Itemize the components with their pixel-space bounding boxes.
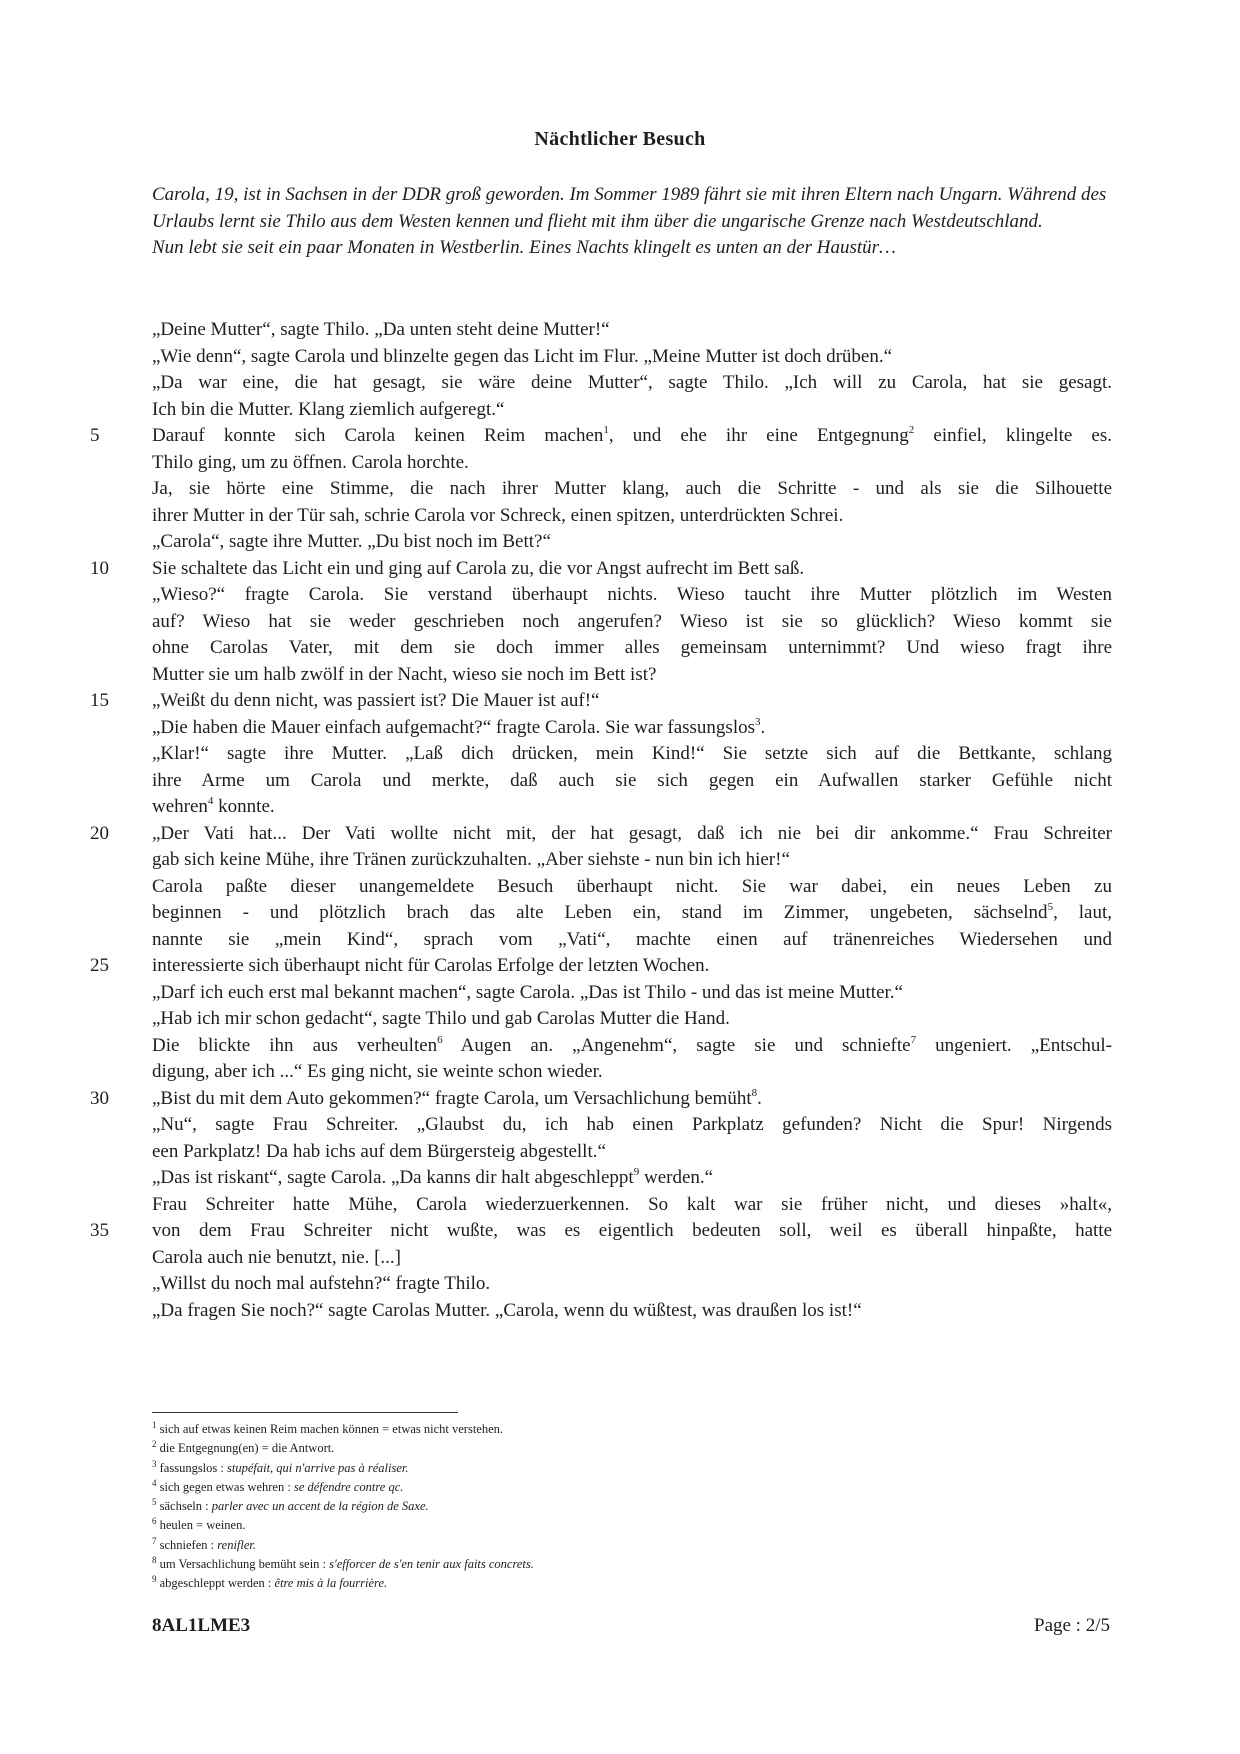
text-line [152, 635, 1112, 662]
line-text: Frau Schreiter hatte Mühe, Carola wiederzuerkennen. So kalt war sie früher nicht, und dieses »halt«, [152, 1193, 1112, 1215]
text-line [90, 1218, 1112, 1245]
line-text: „Willst du noch mal aufstehn?“ fragte Thilo. [152, 1273, 491, 1294]
footnotes [152, 1420, 852, 1594]
footnote-term: sächseln : [159, 1499, 212, 1514]
text-line [152, 1245, 1112, 1272]
line-text: „Hab ich mir schon gedacht“, sagte Thilo und gab Carolas Mutter die Hand. [152, 1008, 730, 1029]
footnote-ref: 4 [207, 795, 214, 807]
text-line [152, 662, 1112, 689]
line-text: „Klar!“ sagte ihre Mutter. „Laß dich drücken, mein Kind!“ Sie setzte sich auf die Bettkante, schlang [152, 743, 1112, 764]
text-line [152, 715, 1112, 742]
story-text [90, 317, 1113, 1324]
footnote-definition: s'efforcer de s'en tenir aux faits concrets. [329, 1557, 534, 1572]
footnote-number: 1 [152, 1420, 157, 1430]
line-text: einfiel, klingelte es. [914, 425, 1113, 446]
text-line [152, 874, 1112, 901]
document-code: 8AL1LME3 [152, 1615, 251, 1636]
text-line [152, 529, 1112, 556]
line-text: „Da war eine, die hat gesagt, sie wäre deine Mutter“, sagte Thilo. „Ich will zu Carola, hat sie gesagt. [152, 372, 1112, 393]
footnote [152, 1439, 852, 1458]
line-text: Darauf konnte sich Carola keinen Reim machen [152, 425, 604, 446]
intro-line-2: Nun lebt sie seit ein paar Monaten in Westberlin. Eines Nachts klingelt es unten an der Haustür… [152, 237, 896, 258]
text-line [90, 821, 1112, 848]
line-text: digung, aber ich ...“ Es ging nicht, sie weinte schon wieder. [152, 1061, 603, 1082]
footnote-term: sich gegen etwas wehren : [159, 1479, 294, 1494]
footnote [152, 1459, 852, 1478]
line-text: ungeniert. „Entschul- [916, 1034, 1112, 1056]
text-line [152, 794, 1112, 821]
text-line [90, 953, 1112, 980]
line-text: „Das ist riskant“, sagte Carola. „Da kanns dir halt abgeschleppt [152, 1167, 634, 1188]
line-text: „Bist du mit dem Auto gekommen?“ fragte Carola, um Versachlichung bemüht [152, 1087, 752, 1109]
line-text: ihre Arme um Carola und merkte, daß auch sie sich gegen ein Aufwallen starker Gefühle nicht [152, 769, 1112, 791]
line-text: werden.“ [639, 1167, 714, 1188]
footnote-term: um Versachlichung bemüht sein : [159, 1557, 330, 1572]
footnote-ref: 3 [755, 715, 761, 728]
line-text: nannte sie „mein Kind“, sprach vom „Vati“, machte einen auf tränenreiches Wiedersehen und [152, 928, 1112, 950]
footnote-ref: 1 [603, 424, 609, 436]
line-text: gab sich keine Mühe, ihre Tränen zurückzuhalten. „Aber siehste - nun bin ich hier!“ [152, 849, 790, 870]
line-text: ihrer Mutter in der Tür sah, schrie Carola vor Schreck, einen spitzen, unterdrückten Schrei. [152, 504, 844, 526]
text-line [152, 450, 1112, 477]
text-line [152, 344, 1112, 371]
line-text: beginnen - und plötzlich brach das alte Leben ein, stand im Zimmer, ungebeten, sächselnd [152, 902, 1048, 923]
text-line [152, 741, 1112, 768]
footnote-number: 7 [152, 1535, 157, 1546]
line-text: wehren [152, 796, 208, 817]
line-text: Die blickte ihn aus verheulten [152, 1034, 438, 1056]
text-line [152, 503, 1112, 530]
line-text: „Wieso?“ fragte Carola. Sie verstand überhaupt nichts. Wieso taucht ihre Mutter plötzlich im Westen [152, 584, 1112, 605]
footnote-term: schniefen : [159, 1537, 218, 1552]
line-number: 35 [90, 1220, 109, 1241]
line-number: 5 [90, 425, 100, 446]
line-text: „Da fragen Sie noch?“ sagte Carolas Mutter. „Carola, wenn du wüßtest, was draußen los ist!“ [152, 1299, 862, 1321]
footnote [152, 1478, 852, 1497]
footnote-term: die Entgegnung(en) = die Antwort. [159, 1441, 335, 1456]
footnote [152, 1536, 852, 1555]
line-text: Sie schaltete das Licht ein und ging auf Carola zu, die vor Angst aufrecht im Bett saß. [152, 557, 805, 579]
text-line [152, 582, 1112, 609]
line-text: konnte. [213, 796, 275, 817]
text-line [90, 423, 1113, 450]
text-line [152, 1112, 1112, 1139]
line-text: „Darf ich euch erst mal bekannt machen“, sagte Carola. „Das ist Thilo - und das ist meine Mutter.“ [152, 981, 903, 1003]
text-line [152, 847, 1112, 874]
footnote [152, 1420, 852, 1439]
text-line [152, 1192, 1112, 1219]
line-number: 10 [90, 557, 109, 579]
footnote-term: abgeschleppt werden : [159, 1576, 275, 1591]
text-line [152, 476, 1112, 503]
line-text: Ich bin die Mutter. Klang ziemlich aufgeregt.“ [152, 398, 505, 420]
line-text: Carola paßte dieser unangemeldete Besuch überhaupt nicht. Sie war dabei, ein neues Leben zu [152, 875, 1112, 897]
footnote-definition: stupéfait, qui n'arrive pas à réaliser. [227, 1460, 409, 1475]
footnote-number: 2 [152, 1439, 157, 1450]
line-text: Mutter sie um halb zwölf in der Nacht, wieso sie noch im Bett ist? [152, 663, 657, 685]
footnote-definition: être mis à la fourrière. [274, 1576, 388, 1591]
line-text: „Nu“, sagte Frau Schreiter. „Glaubst du, ich hab einen Parkplatz gefunden? Nicht die Spur! Nirgends [152, 1114, 1112, 1135]
footnote-number: 3 [152, 1458, 157, 1469]
line-text: ohne Carolas Vater, mit dem sie doch immer alles gemeinsam unternimmt? Und wieso fragt ihre [152, 637, 1112, 658]
footnote-term: heulen = weinen. [159, 1518, 246, 1533]
footnote-term: sich auf etwas keinen Reim machen können = etwas nicht verstehen. [159, 1422, 504, 1436]
line-text: Ja, sie hörte eine Stimme, die nach ihrer Mutter klang, auch die Schritte - und als sie die Silhouette [152, 478, 1112, 499]
text-line [152, 370, 1112, 397]
text-line [90, 556, 1112, 583]
line-number: 30 [90, 1087, 109, 1109]
line-text: von dem Frau Schreiter nicht wußte, was es eigentlich bedeuten soll, weil es überall hinpaßte, hatte [152, 1220, 1112, 1241]
text-line [152, 927, 1112, 954]
line-text: , laut, [1053, 902, 1112, 923]
line-text: Augen an. „Angenehm“, sagte sie und schniefte [442, 1034, 911, 1056]
footnote-definition: parler avec un accent de la région de Saxe. [211, 1499, 429, 1514]
text-line [152, 1033, 1112, 1060]
text-line [152, 1059, 1112, 1086]
line-text: „Wie denn“, sagte Carola und blinzelte gegen das Licht im Flur. „Meine Mutter ist doch drüben.“ [152, 345, 893, 367]
line-text: interessierte sich überhaupt nicht für Carolas Erfolge der letzten Wochen. [152, 955, 710, 976]
text-line [152, 1298, 1112, 1325]
footnote [152, 1516, 852, 1535]
footnote-number: 4 [152, 1477, 157, 1488]
text-line [152, 1139, 1112, 1166]
document-title: Nächtlicher Besuch [534, 128, 706, 150]
line-number: 15 [90, 690, 109, 711]
footnote-term: fassungslos : [159, 1460, 227, 1475]
footnote-ref: 6 [437, 1033, 443, 1046]
footnote [152, 1497, 852, 1516]
text-line [152, 980, 1112, 1007]
text-line [152, 900, 1112, 927]
line-text: auf? Wieso hat sie weder geschrieben noch angerufen? Wieso ist sie so glücklich? Wieso kommt sie [152, 610, 1112, 632]
text-line [152, 1006, 1112, 1033]
text-line [152, 609, 1112, 636]
footnote-ref: 7 [910, 1033, 917, 1046]
text-line [90, 1086, 1112, 1113]
footnote-number: 5 [152, 1497, 157, 1508]
footnote-ref: 5 [1047, 901, 1054, 913]
footnote-ref: 2 [908, 424, 915, 436]
text-line [152, 397, 1112, 424]
line-text: , und ehe ihr eine Entgegnung [608, 425, 909, 446]
footnote [152, 1555, 852, 1574]
line-text: Carola auch nie benutzt, nie. [...] [152, 1246, 402, 1268]
footnote-divider [152, 1412, 458, 1413]
line-text: „Weißt du denn nicht, was passiert ist? Die Mauer ist auf!“ [152, 690, 600, 711]
line-text: „Carola“, sagte ihre Mutter. „Du bist noch im Bett?“ [152, 531, 551, 552]
line-text: een Parkplatz! Da hab ichs auf dem Bürgersteig abgestellt.“ [152, 1140, 606, 1162]
footnote-number: 9 [152, 1574, 157, 1585]
text-line [152, 1165, 1112, 1192]
footnote-number: 6 [152, 1516, 157, 1527]
intro-paragraph [152, 182, 1112, 262]
page-number: Page : 2/5 [1034, 1615, 1110, 1636]
text-line [90, 688, 1112, 715]
line-text: . [757, 1087, 762, 1109]
footnote-definition: renifler. [217, 1537, 257, 1552]
footnote-number: 8 [152, 1555, 157, 1566]
intro-line-1: Carola, 19, ist in Sachsen in der DDR groß geworden. Im Sommer 1989 fährt sie mit ihren Eltern nach Ungarn. Während des Urlaubs lernt sie Thilo aus dem Westen kennen und flieht mit ihm über die ungarische Grenze nach Westdeutschland. [152, 184, 1107, 232]
text-line [152, 317, 1112, 344]
line-text: „Die haben die Mauer einfach aufgemacht?“ fragte Carola. Sie war fassungslos [152, 716, 755, 738]
line-text: „Deine Mutter“, sagte Thilo. „Da unten steht deine Mutter!“ [152, 319, 610, 340]
footnote [152, 1574, 852, 1593]
line-text: . [760, 716, 766, 738]
line-text: „Der Vati hat... Der Vati wollte nicht mit, der hat gesagt, daß ich nie bei dir ankomme.“ Frau Schreiter [152, 822, 1112, 844]
footnote-ref: 8 [751, 1086, 758, 1099]
line-text: Thilo ging, um zu öffnen. Carola horchte. [152, 451, 469, 473]
line-number: 25 [90, 955, 109, 976]
footnote-ref: 9 [633, 1166, 640, 1178]
footnote-definition: se défendre contre qc. [293, 1479, 404, 1494]
text-line [152, 768, 1112, 795]
text-line [152, 1271, 1112, 1298]
line-number: 20 [90, 822, 109, 844]
